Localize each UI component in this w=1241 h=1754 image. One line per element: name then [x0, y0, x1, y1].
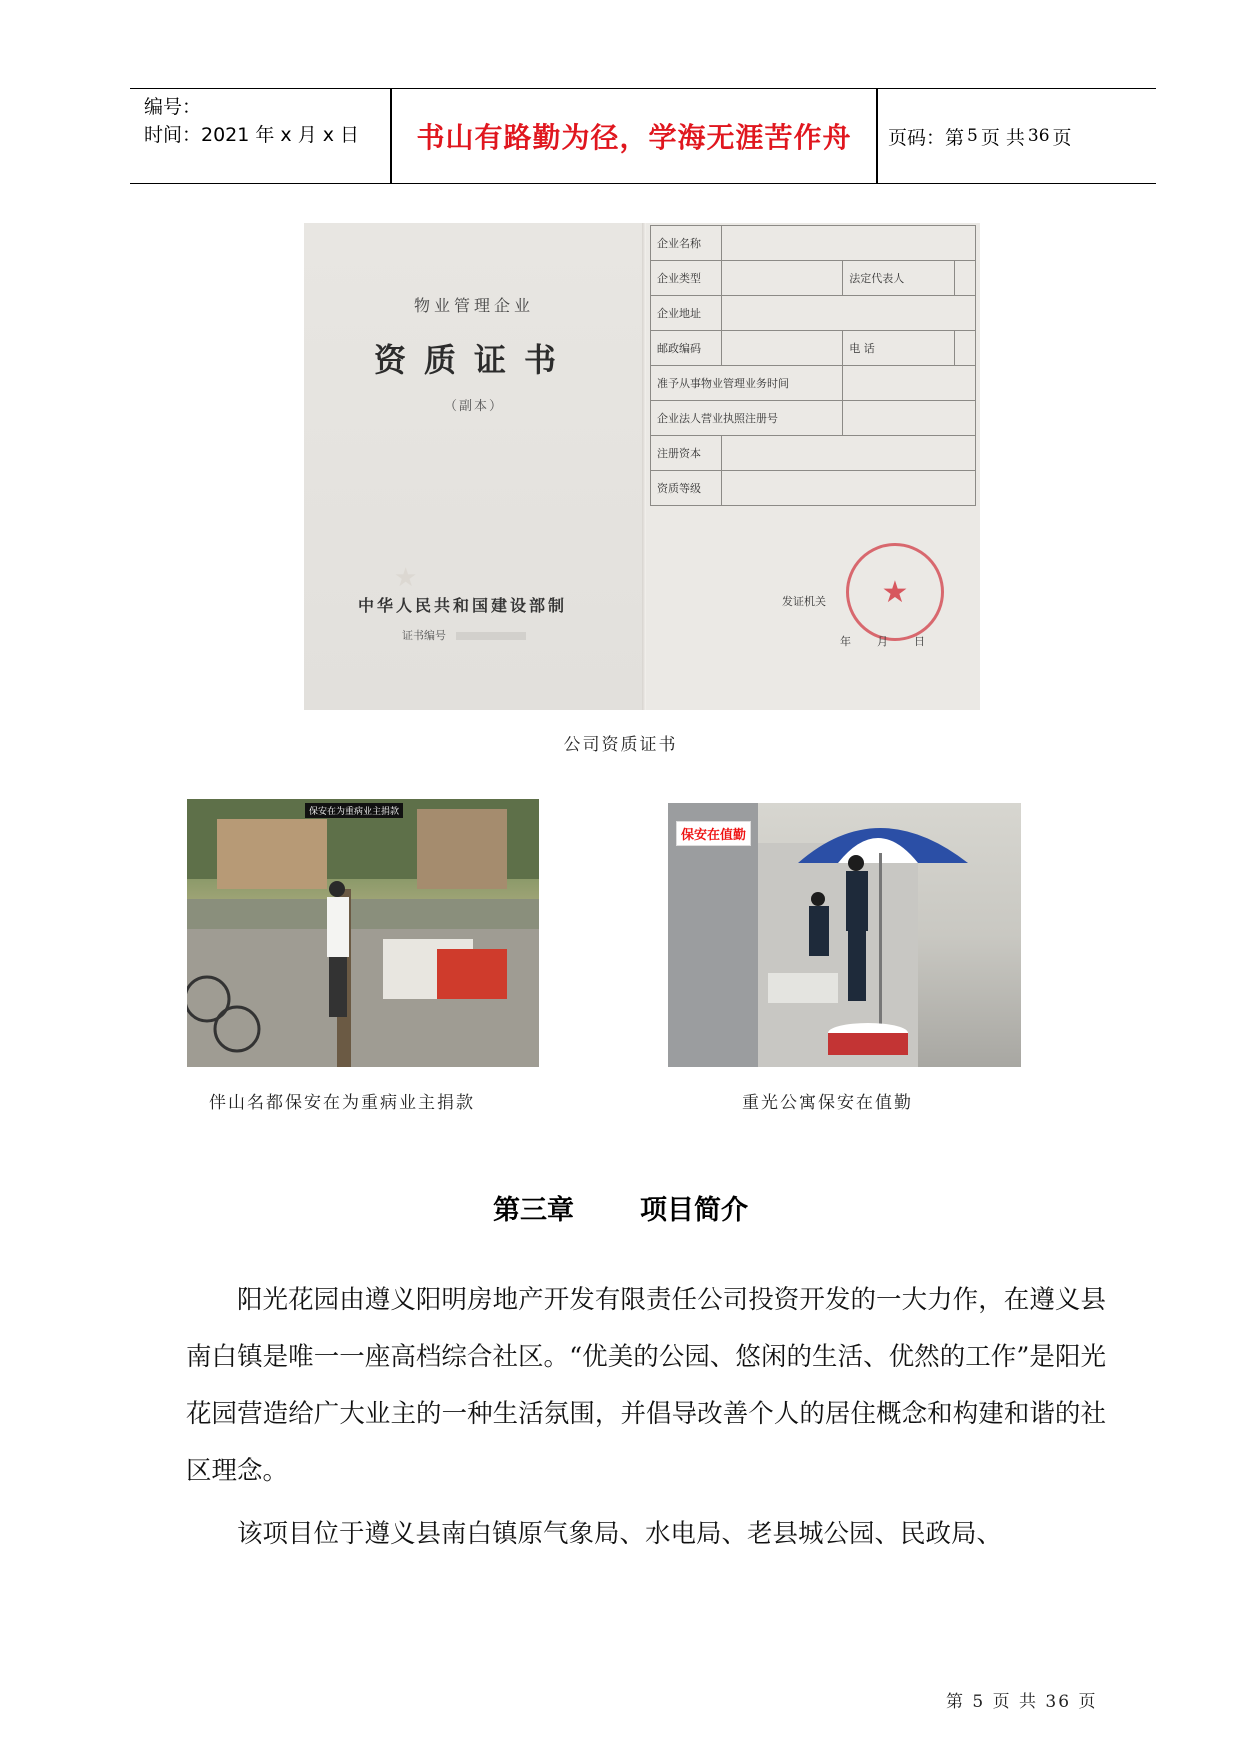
header-motto: 书山有路勤为径，学海无涯苦作舟 [416, 121, 852, 154]
chapter-heading [0, 1188, 1241, 1227]
page-total: 36 [1027, 126, 1050, 146]
table-row [651, 296, 976, 331]
certificate-info-table [650, 225, 976, 506]
cell-label: 邮政编码 [651, 331, 722, 366]
cell-value [722, 471, 976, 506]
certificate-title: 资质证书 [373, 341, 574, 379]
cell-value [954, 261, 975, 296]
cell-value [722, 261, 843, 296]
header-page-info [888, 89, 1072, 183]
cell-value [722, 226, 976, 261]
cell-value [722, 331, 843, 366]
security-on-duty-photo [668, 803, 1021, 1067]
certificate-copy-mark: （副本） [443, 399, 504, 414]
cell-label: 法定代表人 [843, 261, 954, 296]
table-row [651, 471, 976, 506]
cell-value [843, 366, 976, 401]
cell-label: 企业法人营业执照注册号 [651, 401, 843, 436]
table-row [651, 436, 976, 471]
issue-date: 年月日 [840, 635, 951, 648]
cell-label: 电 话 [843, 331, 954, 366]
certificate-number [402, 627, 526, 643]
cell-value [722, 296, 976, 331]
page-header [130, 88, 1156, 184]
time-label: 时间：2021 年 x 月 x 日 [144, 124, 360, 146]
star-emblem-icon: ★ [394, 563, 418, 593]
cell-value [954, 331, 975, 366]
paragraph: 阳光花园由遵义阳明房地产开发有限责任公司投资开发的一大力作，在遵义县南白镇是唯一一座高档综合社区。“优美的公园、悠闲的生活、优然的工作”是阳光花园营造给广大业主的一种生活氛围，并倡导改善个人的居住概念和构建和谐的社区理念。 [186, 1285, 1106, 1486]
page-number: 5 [967, 126, 978, 146]
official-seal [846, 543, 944, 641]
chapter-title: 项目简介 [640, 1195, 748, 1226]
certificate-number-label: 证书编号 [402, 629, 446, 642]
cell-label: 资质等级 [651, 471, 722, 506]
qualification-certificate-image [304, 223, 980, 710]
table-row [651, 261, 976, 296]
photo1-caption: 伴山名都保安在为重病业主捐款 [209, 1093, 475, 1113]
certificate-number-blur [456, 632, 526, 640]
security-donation-photo [187, 799, 539, 1067]
donation-scene-drawing [187, 799, 539, 1067]
table-row [651, 226, 976, 261]
chapter-number: 第三章 [493, 1195, 574, 1226]
certificate-maker: 中华人民共和国建设部制 [358, 596, 568, 615]
cell-label: 企业地址 [651, 296, 722, 331]
certificate-caption: 公司资质证书 [563, 735, 678, 755]
certificate-info-page [646, 223, 980, 710]
photo-overlay-label: 保安在值勤 [676, 821, 751, 846]
issuer-label: 发证机关 [782, 595, 826, 608]
cell-label: 企业名称 [651, 226, 722, 261]
certificate-cover-page [304, 223, 644, 710]
serial-label: 编号： [144, 96, 202, 118]
header-divider-right [876, 89, 878, 183]
cell-value [843, 401, 976, 436]
paragraph: 该项目位于遵义县南白镇原气象局、水电局、老县城公园、民政局、 [237, 1519, 1003, 1549]
seal-star-icon: ★ [881, 574, 909, 610]
cell-label: 企业类型 [651, 261, 722, 296]
table-row [651, 401, 976, 436]
cell-label: 准予从事物业管理业务时间 [651, 366, 843, 401]
cell-label: 注册资本 [651, 436, 722, 471]
photo-overlay-label: 保安在为重病业主捐款 [305, 803, 403, 818]
chapter-body [186, 1272, 1106, 1569]
certificate-type: 物业管理企业 [413, 296, 534, 315]
photo2-caption: 重光公寓保安在值勤 [742, 1093, 913, 1113]
table-row [651, 331, 976, 366]
table-row [651, 366, 976, 401]
page-suffix: 页 [1052, 126, 1072, 149]
page-footer: 第 5 页 共 36 页 [946, 1692, 1098, 1712]
cell-value [722, 436, 976, 471]
page-mid: 页 共 [980, 126, 1025, 149]
page-prefix: 页码：第 [888, 126, 965, 149]
header-meta [144, 93, 394, 149]
